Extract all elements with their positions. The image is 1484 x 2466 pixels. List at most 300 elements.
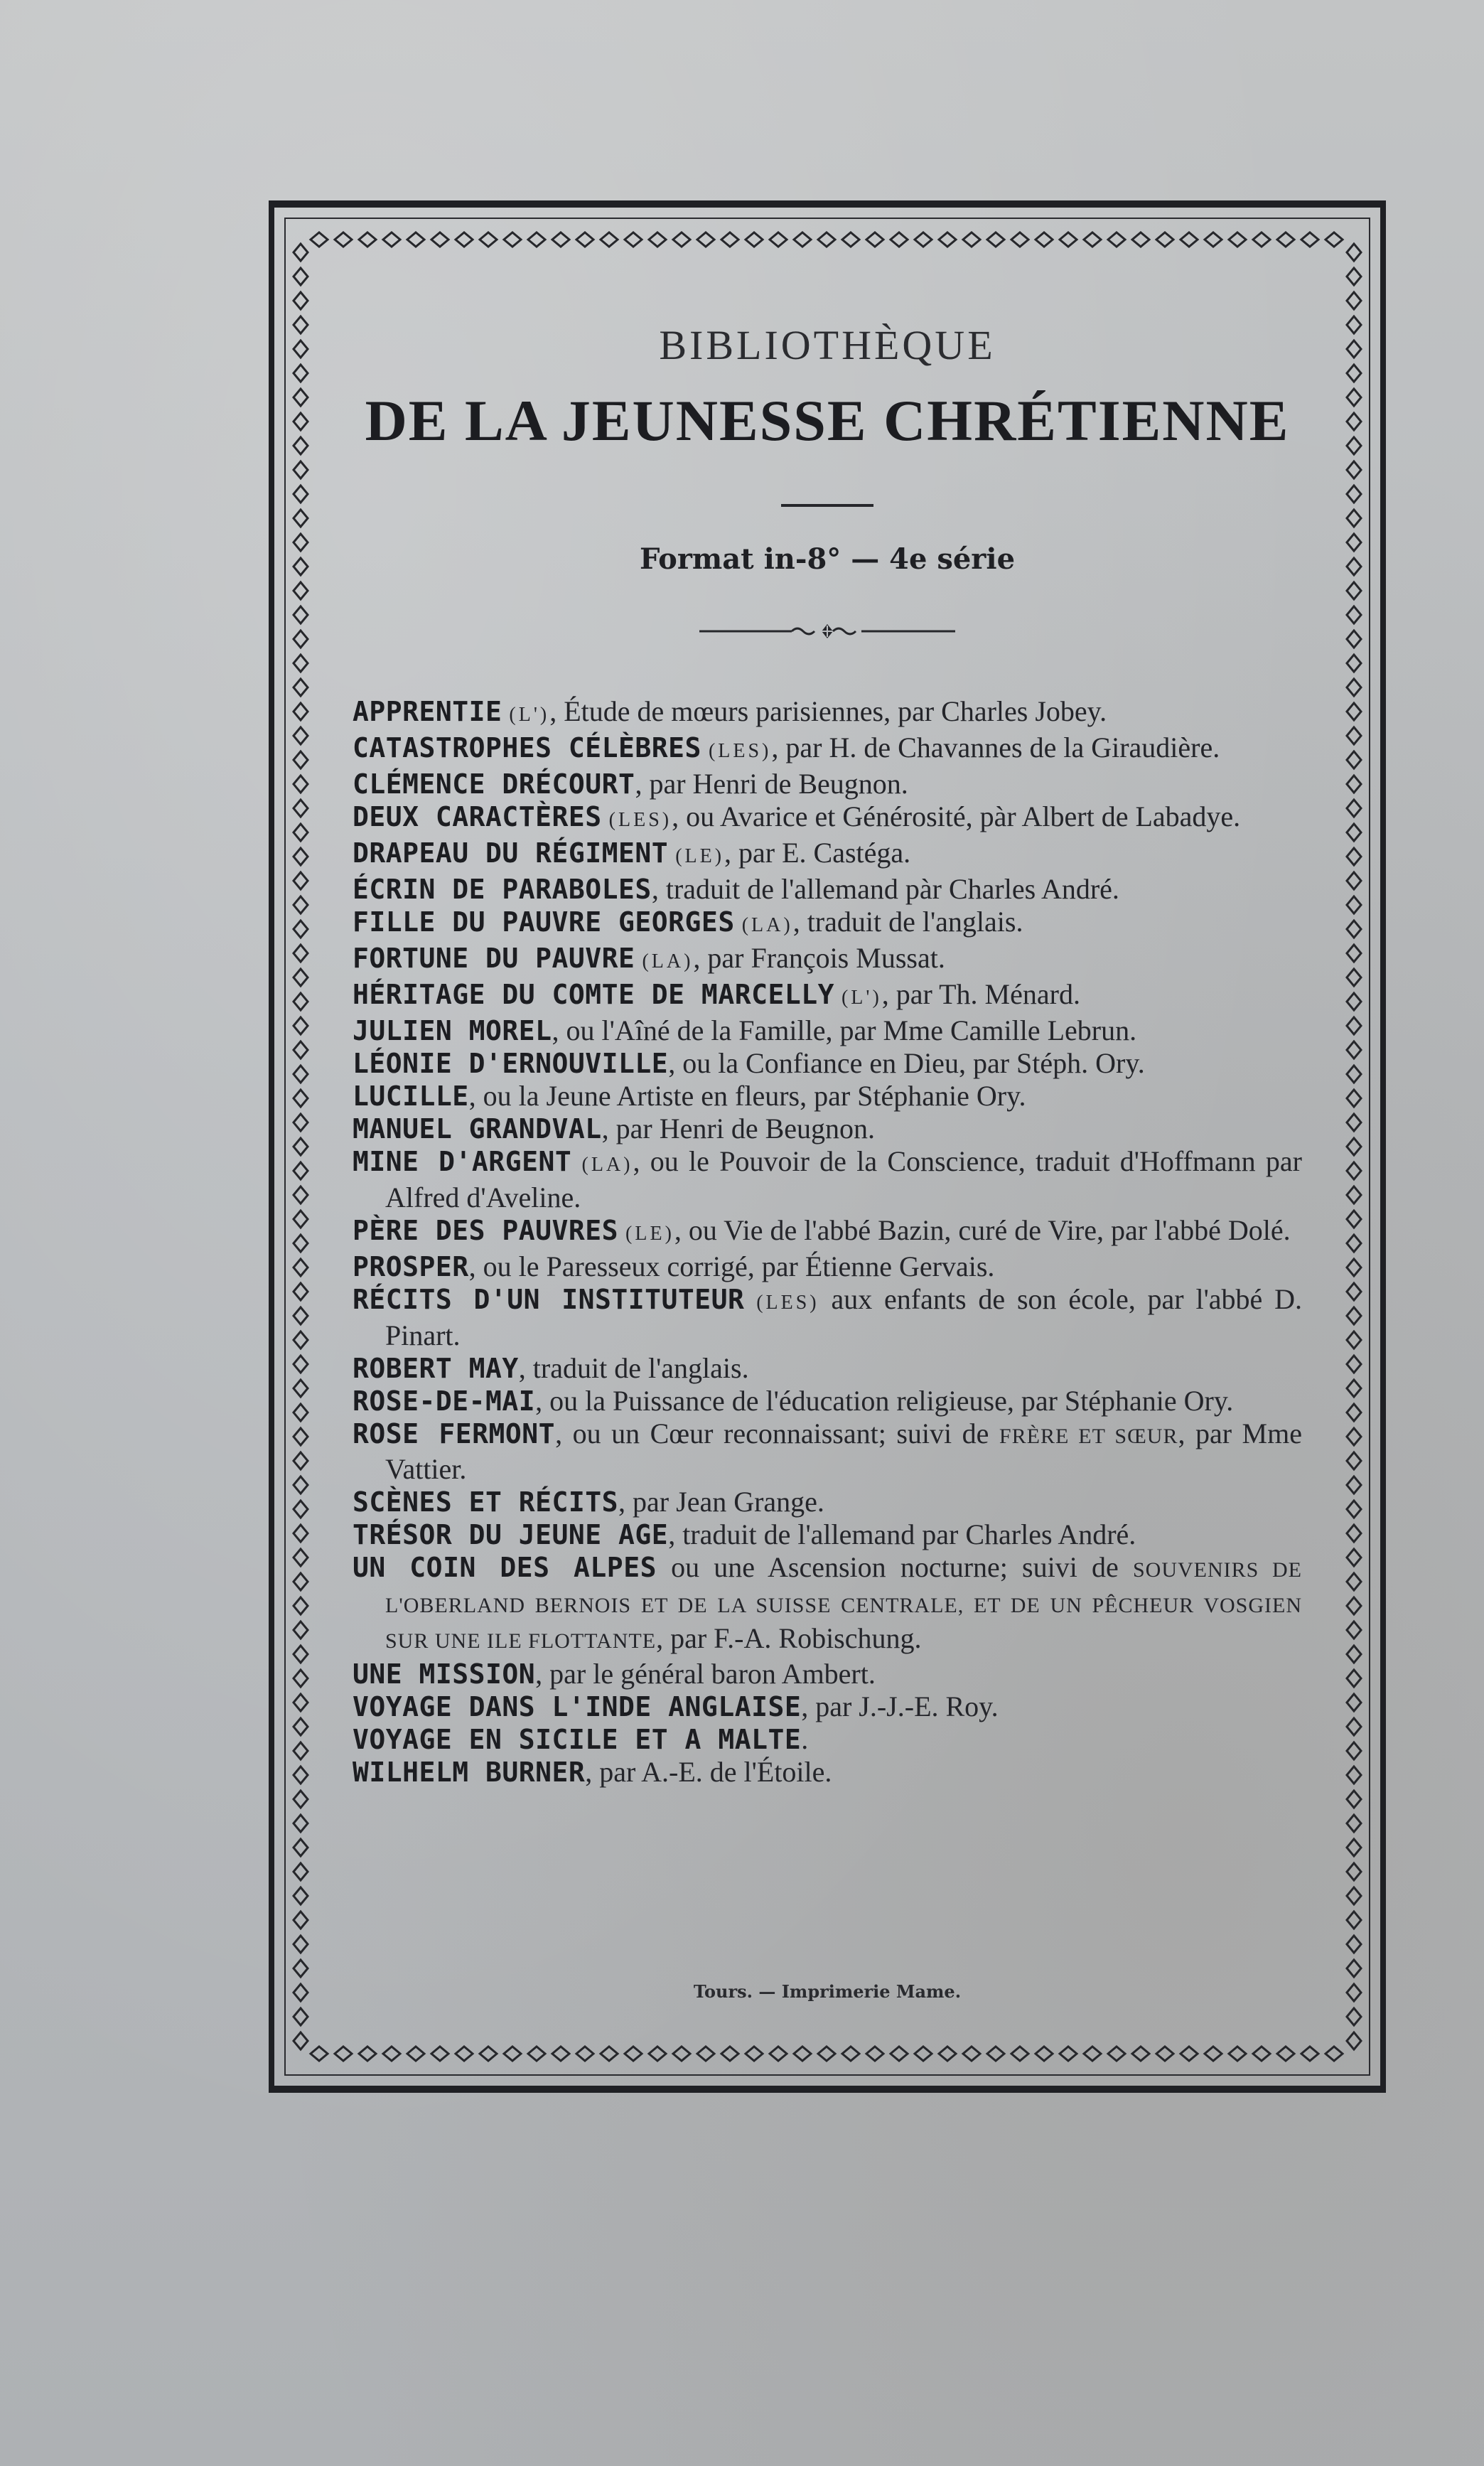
book-description: , traduit de l'anglais. (792, 906, 1023, 938)
book-article: (LA) (642, 950, 694, 972)
chain-link-icon (1205, 2047, 1222, 2061)
book-description: , par H. de Chavannes de la Giraudière. (771, 731, 1220, 763)
chain-link-icon (1347, 1960, 1361, 1977)
book-title: UNE MISSION (353, 1658, 536, 1690)
chain-link-icon (294, 631, 308, 648)
chain-link-icon (1181, 2047, 1198, 2061)
chain-link-icon (1347, 1742, 1361, 1759)
chain-link-icon (1347, 824, 1361, 841)
chain-link-icon (576, 232, 593, 247)
chain-link-icon (842, 2047, 859, 2061)
chain-border-top (307, 229, 1348, 250)
chain-link-icon (625, 232, 642, 247)
chain-link-icon (294, 1380, 308, 1397)
chain-link-icon (552, 232, 569, 247)
chain-link-icon (294, 558, 308, 575)
book-title: TRÉSOR DU JEUNE AGE (353, 1519, 669, 1550)
chain-link-icon (294, 1041, 308, 1058)
chain-link-icon (1108, 232, 1125, 247)
chain-link-icon (294, 727, 308, 744)
catalog-entry (353, 942, 1302, 978)
chain-link-icon (1347, 848, 1361, 865)
chain-link-icon (359, 232, 376, 247)
title-rule (781, 504, 873, 507)
chain-link-icon (294, 1138, 308, 1155)
book-supplement-title: FRÈRE ET SŒUR (999, 1425, 1178, 1448)
book-title: APPRENTIE (353, 696, 502, 727)
book-description: , par A.-E. de l'Étoile. (585, 1756, 832, 1788)
book-description-tail: , par F.-A. Robischung. (656, 1622, 922, 1654)
book-article: (L') (509, 704, 550, 726)
chain-link-icon (1347, 292, 1361, 309)
book-description: , ou la Puissance de l'éducation religieuse, par Stéphanie Ory. (535, 1385, 1234, 1417)
chain-link-icon (673, 2047, 690, 2061)
chain-link-icon (294, 1791, 308, 1808)
book-description: , par Henri de Beugnon. (635, 768, 908, 800)
chain-link-icon (1347, 1307, 1361, 1324)
chain-link-icon (1347, 1356, 1361, 1373)
chain-link-icon (1347, 751, 1361, 768)
chain-link-icon (294, 1621, 308, 1639)
chain-link-icon (335, 2047, 352, 2061)
chain-link-icon (746, 232, 763, 247)
chain-link-icon (1347, 1380, 1361, 1397)
chain-link-icon (1347, 1066, 1361, 1083)
chain-link-icon (1347, 1839, 1361, 1856)
chain-link-icon (1347, 1887, 1361, 1904)
book-title: ÉCRIN DE PARABOLES (353, 874, 652, 905)
chain-link-icon (294, 1887, 308, 1904)
chain-link-icon (294, 244, 308, 261)
chain-link-icon (294, 582, 308, 599)
chain-link-icon (294, 1525, 308, 1542)
chain-link-icon (294, 800, 308, 817)
catalog-entry (353, 695, 1302, 731)
chain-link-icon (818, 232, 835, 247)
catalog-entry (353, 1486, 1302, 1518)
catalog-entry (353, 1723, 1302, 1756)
chain-link-icon (794, 2047, 811, 2061)
catalog-entry (353, 1250, 1302, 1283)
chain-link-icon (1132, 232, 1149, 247)
chain-link-icon (294, 1186, 308, 1203)
chain-link-icon (1347, 1404, 1361, 1421)
book-title: FORTUNE DU PAUVRE (353, 943, 635, 974)
chain-link-icon (1347, 1235, 1361, 1252)
chain-link-icon (294, 1307, 308, 1324)
catalog-entry (353, 768, 1302, 800)
book-description: , ou le Pouvoir de la Conscience, traduit d'Hoffmann par Alfred d'Aveline. (385, 1145, 1302, 1213)
book-description: aux enfants de son école, par l'abbé D. Pinart. (385, 1283, 1302, 1351)
chain-link-icon (746, 2047, 763, 2061)
chain-link-icon (1347, 1525, 1361, 1542)
chain-link-icon (294, 1066, 308, 1083)
book-title: HÉRITAGE DU COMTE DE MARCELLY (353, 979, 834, 1010)
book-title: PÈRE DES PAUVRES (353, 1215, 619, 1246)
page-content (353, 321, 1302, 1800)
catalog-entry (353, 837, 1302, 873)
catalog-entry (353, 1283, 1302, 1352)
chain-link-icon (1229, 232, 1246, 247)
chain-link-icon (294, 679, 308, 696)
flourish-ornament-icon (699, 617, 955, 645)
book-title: CLÉMENCE DRÉCOURT (353, 768, 635, 800)
book-title: FILLE DU PAUVRE GEORGES (353, 906, 735, 938)
chain-link-icon (294, 1839, 308, 1856)
chain-link-icon (294, 292, 308, 309)
chain-link-icon (294, 389, 308, 406)
chain-link-icon (294, 751, 308, 768)
chain-link-icon (1132, 2047, 1149, 2061)
chain-link-icon (294, 1331, 308, 1349)
chain-link-icon (1011, 232, 1028, 247)
chain-link-icon (673, 232, 690, 247)
chain-link-icon (866, 232, 883, 247)
chain-link-icon (294, 1017, 308, 1034)
chain-link-icon (294, 1090, 308, 1107)
chain-link-icon (1347, 1041, 1361, 1058)
chain-link-icon (1347, 1718, 1361, 1735)
chain-link-icon (294, 1767, 308, 1784)
chain-border-bottom (307, 2043, 1348, 2064)
book-description: , traduit de l'allemand pàr Charles André. (651, 873, 1119, 905)
book-description: , ou la Confiance en Dieu, par Stéph. Ory. (668, 1047, 1145, 1079)
chain-link-icon (294, 969, 308, 986)
chain-link-icon (504, 232, 521, 247)
chain-link-icon (1347, 341, 1361, 358)
chain-link-icon (1347, 1162, 1361, 1179)
book-article: (LE) (625, 1223, 674, 1245)
chain-link-icon (294, 703, 308, 720)
catalog-entry (353, 1690, 1302, 1723)
chain-link-icon (1301, 2047, 1318, 2061)
chain-link-icon (1084, 232, 1101, 247)
catalog-entry (353, 873, 1302, 906)
chain-link-icon (480, 232, 497, 247)
chain-link-icon (407, 232, 424, 247)
ornamental-frame (269, 200, 1386, 2093)
book-description: , par J.-J.-E. Roy. (801, 1690, 999, 1722)
chain-link-icon (1060, 232, 1077, 247)
chain-link-icon (294, 1235, 308, 1252)
book-description: , ou Avarice et Générosité, pàr Albert de Labadye. (672, 800, 1241, 832)
chain-link-icon (294, 1404, 308, 1421)
book-title: SCÈNES ET RÉCITS (353, 1486, 619, 1518)
chain-link-icon (1347, 437, 1361, 454)
book-title: VOYAGE EN SICILE ET A MALTE (353, 1724, 802, 1755)
book-title: DEUX CARACTÈRES (353, 801, 602, 832)
book-title: DRAPEAU DU RÉGIMENT (353, 837, 669, 869)
chain-link-icon (697, 2047, 714, 2061)
chain-link-icon (1347, 606, 1361, 623)
chain-link-icon (383, 232, 400, 247)
chain-link-icon (294, 1573, 308, 1590)
chain-link-icon (1347, 1259, 1361, 1276)
book-description: , par Jean Grange. (618, 1486, 824, 1518)
chain-link-icon (1156, 232, 1173, 247)
chain-link-icon (1301, 232, 1318, 247)
chain-link-icon (1347, 1476, 1361, 1494)
chain-link-icon (1347, 872, 1361, 889)
catalog-entry (353, 906, 1302, 942)
chain-link-icon (601, 2047, 618, 2061)
book-title: JULIEN MOREL (353, 1015, 552, 1046)
chain-link-icon (359, 2047, 376, 2061)
chain-link-icon (1347, 1114, 1361, 1131)
catalog-entry (353, 1551, 1302, 1658)
chain-link-icon (794, 232, 811, 247)
chain-link-icon (915, 232, 932, 247)
chain-link-icon (963, 232, 980, 247)
chain-link-icon (294, 1646, 308, 1663)
chain-link-icon (1347, 2032, 1361, 2049)
catalog-entry (353, 1214, 1302, 1250)
chain-link-icon (294, 776, 308, 793)
book-description: , ou l'Aîné de la Famille, par Mme Camille Lebrun. (552, 1014, 1137, 1046)
catalog-entry (353, 978, 1302, 1014)
book-description: , ou le Paresseux corrigé, par Étienne Gervais. (468, 1250, 995, 1282)
chain-link-icon (1347, 1597, 1361, 1614)
chain-link-icon (1347, 993, 1361, 1010)
chain-link-icon (1347, 534, 1361, 551)
book-catalog-list (353, 695, 1302, 1789)
chain-link-icon (842, 232, 859, 247)
chain-link-icon (1277, 2047, 1294, 2061)
book-article: (LA) (581, 1154, 633, 1176)
chain-link-icon (1347, 655, 1361, 672)
chain-link-icon (866, 2047, 883, 2061)
chain-link-icon (1347, 1017, 1361, 1034)
chain-link-icon (1347, 365, 1361, 382)
chain-link-icon (294, 1815, 308, 1832)
chain-link-icon (1347, 1331, 1361, 1349)
book-article: (LA) (741, 914, 793, 936)
chain-link-icon (294, 510, 308, 527)
chain-link-icon (294, 461, 308, 478)
chain-link-icon (1347, 1452, 1361, 1469)
chain-link-icon (528, 232, 545, 247)
chain-link-icon (987, 2047, 1004, 2061)
chain-link-icon (1326, 2047, 1343, 2061)
chain-link-icon (1347, 1501, 1361, 1518)
chain-link-icon (294, 365, 308, 382)
chain-link-icon (294, 1211, 308, 1228)
book-title: MANUEL GRANDVAL (353, 1113, 602, 1144)
chain-link-icon (987, 232, 1004, 247)
chain-link-icon (1253, 2047, 1270, 2061)
chain-link-icon (294, 896, 308, 913)
chain-link-icon (1205, 232, 1222, 247)
chain-link-icon (1347, 316, 1361, 333)
book-title: RÉCITS D'UN INSTITUTEUR (353, 1284, 745, 1315)
chain-link-icon (1347, 969, 1361, 986)
chain-link-icon (1326, 232, 1343, 247)
chain-link-icon (1347, 800, 1361, 817)
chain-link-icon (697, 232, 714, 247)
chain-link-icon (1347, 582, 1361, 599)
chain-link-icon (294, 1912, 308, 1929)
catalog-entry (353, 1417, 1302, 1486)
book-description: , par Henri de Beugnon. (601, 1113, 876, 1144)
chain-link-icon (294, 413, 308, 430)
chain-link-icon (431, 232, 448, 247)
chain-link-icon (625, 2047, 642, 2061)
chain-link-icon (1347, 413, 1361, 430)
chain-link-icon (1347, 389, 1361, 406)
chain-link-icon (721, 2047, 738, 2061)
book-title: PROSPER (353, 1251, 469, 1282)
book-title: UN COIN DES ALPES (353, 1552, 657, 1583)
chain-link-icon (770, 232, 787, 247)
chain-link-icon (1347, 1912, 1361, 1929)
chain-border-left (290, 240, 311, 2053)
book-title: VOYAGE DANS L'INDE ANGLAISE (353, 1691, 802, 1722)
book-description: , ou Vie de l'abbé Bazin, curé de Vire, par l'abbé Dolé. (674, 1214, 1291, 1246)
book-title: ROSE-DE-MAI (353, 1385, 536, 1417)
chain-link-icon (294, 486, 308, 503)
chain-link-icon (1347, 1138, 1361, 1155)
chain-link-icon (1347, 679, 1361, 696)
chain-link-icon (528, 2047, 545, 2061)
chain-link-icon (1347, 1694, 1361, 1711)
catalog-entry (353, 1113, 1302, 1145)
series-title-line-2: DE LA JEUNESSE CHRÉTIENNE (365, 388, 1290, 453)
chain-link-icon (1347, 1090, 1361, 1107)
chain-link-icon (456, 232, 473, 247)
chain-link-icon (1011, 2047, 1028, 2061)
chain-link-icon (294, 1694, 308, 1711)
catalog-entry (353, 1518, 1302, 1551)
chain-link-icon (383, 2047, 400, 2061)
printer-imprint: Tours. — Imprimerie Mame. (693, 1981, 962, 2002)
book-description: , par François Mussat. (693, 942, 945, 974)
catalog-entry (353, 731, 1302, 768)
chain-link-icon (1347, 703, 1361, 720)
catalog-entry (353, 1080, 1302, 1113)
chain-link-icon (294, 2032, 308, 2049)
chain-link-icon (294, 2008, 308, 2025)
chain-link-icon (1347, 631, 1361, 648)
chain-link-icon (721, 232, 738, 247)
book-description: , ou un Cœur reconnaissant; suivi de (555, 1417, 999, 1449)
chain-link-icon (480, 2047, 497, 2061)
chain-link-icon (311, 2047, 328, 2061)
chain-link-icon (294, 945, 308, 962)
chain-link-icon (601, 232, 618, 247)
chain-link-icon (770, 2047, 787, 2061)
chain-link-icon (649, 2047, 666, 2061)
book-title: ROSE FERMONT (353, 1418, 556, 1449)
chain-link-icon (294, 1670, 308, 1687)
chain-link-icon (294, 1936, 308, 1953)
chain-link-icon (294, 1549, 308, 1566)
chain-link-icon (294, 655, 308, 672)
chain-link-icon (818, 2047, 835, 2061)
chain-link-icon (1036, 2047, 1053, 2061)
book-description: , traduit de l'allemand par Charles André. (668, 1518, 1136, 1550)
chain-link-icon (294, 534, 308, 551)
chain-link-icon (1347, 2008, 1361, 2025)
chain-link-icon (294, 872, 308, 889)
chain-link-icon (1347, 1791, 1361, 1808)
chain-link-icon (1347, 1670, 1361, 1687)
book-title: WILHELM BURNER (353, 1757, 586, 1788)
book-supplement-title: SOUVENIRS DE L'OBERLAND BERNOIS ET DE LA SUISSE CENTRALE, ET DE UN PÊCHEUR VOSGIEN SUR UNE ILE FLOTTANTE (385, 1558, 1302, 1653)
catalog-entry (353, 1352, 1302, 1385)
chain-link-icon (1036, 232, 1053, 247)
book-description: ou une Ascension nocturne; suivi de (656, 1551, 1133, 1583)
chain-link-icon (1347, 1549, 1361, 1566)
chain-link-icon (576, 2047, 593, 2061)
chain-link-icon (1347, 1936, 1361, 1953)
chain-border-right (1343, 240, 1365, 2053)
book-title: MINE D'ARGENT (353, 1146, 572, 1177)
catalog-entry (353, 1385, 1302, 1417)
chain-link-icon (294, 993, 308, 1010)
catalog-entry (353, 800, 1302, 837)
chain-link-icon (1156, 2047, 1173, 2061)
chain-link-icon (294, 1162, 308, 1179)
chain-link-icon (335, 232, 352, 247)
book-article: (L') (841, 987, 882, 1009)
chain-link-icon (1253, 232, 1270, 247)
book-description: . (801, 1723, 809, 1755)
catalog-entry (353, 1047, 1302, 1080)
chain-link-icon (552, 2047, 569, 2061)
chain-link-icon (294, 1452, 308, 1469)
chain-link-icon (1347, 510, 1361, 527)
chain-link-icon (1347, 1767, 1361, 1784)
chain-link-icon (294, 316, 308, 333)
book-article: (LES) (608, 809, 672, 831)
book-title: CATASTROPHES CÉLÈBRES (353, 732, 701, 763)
chain-link-icon (1181, 232, 1198, 247)
chain-link-icon (1347, 727, 1361, 744)
chain-link-icon (1347, 1573, 1361, 1590)
chain-link-icon (1084, 2047, 1101, 2061)
chain-link-icon (294, 1356, 308, 1373)
chain-link-icon (1347, 1283, 1361, 1300)
chain-link-icon (963, 2047, 980, 2061)
catalog-entry (353, 1145, 1302, 1214)
book-description: , traduit de l'anglais. (518, 1352, 749, 1384)
chain-link-icon (1347, 1646, 1361, 1663)
chain-link-icon (407, 2047, 424, 2061)
chain-link-icon (294, 1476, 308, 1494)
chain-link-icon (1347, 268, 1361, 285)
book-article: (LES) (708, 740, 772, 762)
book-title: LÉONIE D'ERNOUVILLE (353, 1048, 669, 1079)
chain-link-icon (1060, 2047, 1077, 2061)
chain-link-icon (939, 232, 956, 247)
book-description: , par le général baron Ambert. (535, 1658, 876, 1690)
catalog-entry (353, 1014, 1302, 1047)
chain-link-icon (294, 268, 308, 285)
chain-link-icon (294, 824, 308, 841)
chain-link-icon (1347, 461, 1361, 478)
chain-link-icon (294, 1428, 308, 1445)
chain-link-icon (1347, 896, 1361, 913)
chain-link-icon (1347, 1621, 1361, 1639)
format-series-line: Format in-8° — 4e série (639, 542, 1016, 576)
book-description: , Étude de mœurs parisiennes, par Charles Jobey. (549, 695, 1107, 727)
book-title: LUCILLE (353, 1081, 469, 1112)
chain-link-icon (456, 2047, 473, 2061)
chain-link-icon (1347, 244, 1361, 261)
book-description: , ou la Jeune Artiste en fleurs, par Stéphanie Ory. (468, 1080, 1026, 1112)
chain-link-icon (294, 921, 308, 938)
chain-link-icon (1347, 921, 1361, 938)
